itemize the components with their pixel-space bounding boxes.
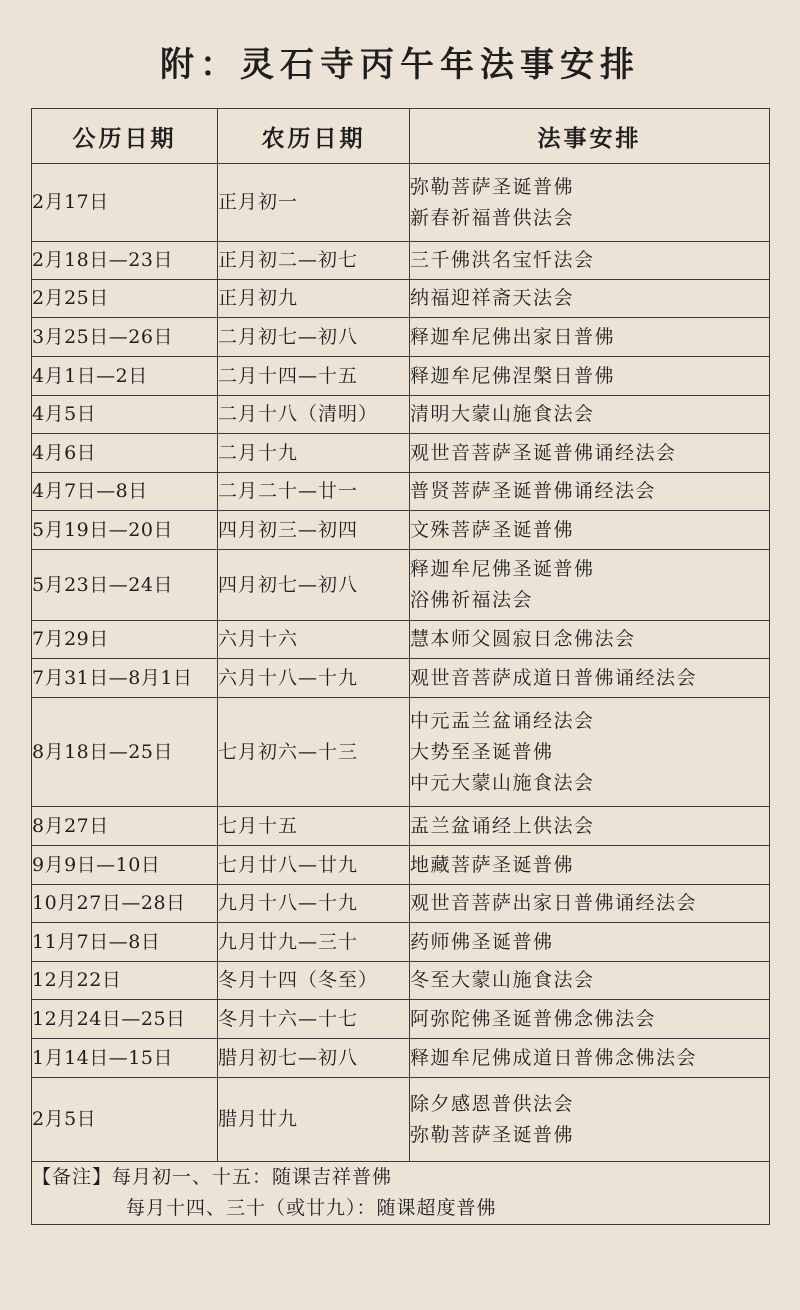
event-item: 文殊菩萨圣诞普佛 <box>410 518 575 541</box>
event-item: 除夕感恩普供法会 <box>410 1092 575 1115</box>
page-title: 附：灵石寺丙午年法事安排 <box>160 45 640 85</box>
gregorian-date-cell: 5月23日—24日 <box>32 550 218 621</box>
event-item: 释迦牟尼佛圣诞普佛 <box>410 558 595 580</box>
schedule-table <box>31 108 770 1225</box>
gregorian-date-cell: 12月24日—25日 <box>32 1000 218 1039</box>
table-row <box>32 357 770 396</box>
event-item: 清明大蒙山施食法会 <box>410 403 595 425</box>
event-item: 新春祈福普供法会 <box>410 206 575 229</box>
lunar-date-cell: 二月二十—廿一 <box>218 473 410 511</box>
event-item: 纳福迎祥斋天法会 <box>410 287 575 309</box>
table-row <box>32 396 770 434</box>
gregorian-date-cell: 4月7日—8日 <box>32 473 218 511</box>
header-lunar-date: 农历日期 <box>218 109 410 164</box>
events-cell <box>410 1078 770 1162</box>
lunar-date-cell: 七月廿八—廿九 <box>218 846 410 885</box>
events-cell <box>410 318 770 357</box>
lunar-date-cell: 九月十八—十九 <box>218 885 410 923</box>
lunar-date-cell: 二月十八（清明） <box>218 396 410 434</box>
table-row <box>32 318 770 357</box>
events-cell <box>410 511 770 550</box>
gregorian-date-cell: 8月27日 <box>32 807 218 846</box>
gregorian-date-cell: 12月22日 <box>32 962 218 1000</box>
lunar-date-cell: 腊月初七—初八 <box>218 1039 410 1078</box>
lunar-date-cell: 正月初一 <box>218 164 410 242</box>
table-row <box>32 807 770 846</box>
table-row <box>32 846 770 885</box>
table-row <box>32 962 770 1000</box>
gregorian-date-cell: 2月5日 <box>32 1078 218 1162</box>
events-cell <box>410 1039 770 1078</box>
events-cell <box>410 357 770 396</box>
event-item: 弥勒菩萨圣诞普佛 <box>410 175 575 198</box>
lunar-date-cell: 二月初七—初八 <box>218 318 410 357</box>
table-row <box>32 434 770 473</box>
event-item: 释迦牟尼佛涅槃日普佛 <box>410 364 616 387</box>
events-cell <box>410 885 770 923</box>
events-cell <box>410 280 770 318</box>
lunar-date-cell: 四月初七—初八 <box>218 550 410 621</box>
events-cell <box>410 242 770 280</box>
lunar-date-cell: 六月十八—十九 <box>218 659 410 698</box>
header-gregorian-date: 公历日期 <box>32 109 218 164</box>
gregorian-date-cell: 3月25日—26日 <box>32 318 218 357</box>
gregorian-date-cell: 11月7日—8日 <box>32 923 218 962</box>
gregorian-date-cell: 2月25日 <box>32 280 218 318</box>
event-item: 观世音菩萨圣诞普佛诵经法会 <box>410 441 677 464</box>
event-item: 慧本师父圆寂日念佛法会 <box>410 628 636 650</box>
lunar-date-cell: 冬月十六—十七 <box>218 1000 410 1039</box>
table-row <box>32 1078 770 1162</box>
table-row <box>32 280 770 318</box>
table-row <box>32 1000 770 1039</box>
event-item: 释迦牟尼佛成道日普佛念佛法会 <box>410 1046 698 1069</box>
table-row <box>32 621 770 659</box>
lunar-date-cell: 四月初三—初四 <box>218 511 410 550</box>
events-cell <box>410 807 770 846</box>
table-row <box>32 550 770 621</box>
events-cell <box>410 164 770 242</box>
event-item: 普贤菩萨圣诞普佛诵经法会 <box>410 480 657 502</box>
events-cell <box>410 1000 770 1039</box>
gregorian-date-cell: 5月19日—20日 <box>32 511 218 550</box>
table-row <box>32 242 770 280</box>
table-row <box>32 885 770 923</box>
gregorian-date-cell: 9月9日—10日 <box>32 846 218 885</box>
event-item: 浴佛祈福法会 <box>410 589 534 611</box>
event-item: 盂兰盆诵经上供法会 <box>410 814 595 837</box>
table-row <box>32 473 770 511</box>
gregorian-date-cell: 4月1日—2日 <box>32 357 218 396</box>
event-item: 冬至大蒙山施食法会 <box>410 969 595 991</box>
events-cell <box>410 621 770 659</box>
events-cell <box>410 550 770 621</box>
table-row <box>32 164 770 242</box>
table-row <box>32 659 770 698</box>
events-cell <box>410 962 770 1000</box>
lunar-date-cell: 正月初九 <box>218 280 410 318</box>
table-row <box>32 698 770 807</box>
gregorian-date-cell: 7月31日—8月1日 <box>32 659 218 698</box>
lunar-date-cell: 七月十五 <box>218 807 410 846</box>
gregorian-date-cell: 10月27日—28日 <box>32 885 218 923</box>
gregorian-date-cell: 7月29日 <box>32 621 218 659</box>
event-item: 弥勒菩萨圣诞普佛 <box>410 1123 575 1146</box>
header-events: 法事安排 <box>410 109 770 164</box>
table-row <box>32 511 770 550</box>
event-item: 阿弥陀佛圣诞普佛念佛法会 <box>410 1007 657 1030</box>
events-cell <box>410 473 770 511</box>
lunar-date-cell: 冬月十四（冬至） <box>218 962 410 1000</box>
events-cell <box>410 396 770 434</box>
events-cell <box>410 846 770 885</box>
events-cell <box>410 659 770 698</box>
event-item: 大势至圣诞普佛 <box>410 740 554 763</box>
gregorian-date-cell: 4月6日 <box>32 434 218 473</box>
event-item: 地藏菩萨圣诞普佛 <box>410 853 575 876</box>
table-header-row <box>32 109 770 164</box>
note-line-1: 【备注】每月初一、十五：随课吉祥普佛 <box>32 1166 393 1188</box>
table-row <box>32 1039 770 1078</box>
lunar-date-cell: 九月廿九—三十 <box>218 923 410 962</box>
note-row <box>32 1162 770 1225</box>
gregorian-date-cell: 4月5日 <box>32 396 218 434</box>
events-cell <box>410 434 770 473</box>
gregorian-date-cell: 2月18日—23日 <box>32 242 218 280</box>
event-item: 释迦牟尼佛出家日普佛 <box>410 325 616 348</box>
lunar-date-cell: 七月初六—十三 <box>218 698 410 807</box>
table-row <box>32 923 770 962</box>
event-item: 中元大蒙山施食法会 <box>410 771 595 794</box>
event-item: 观世音菩萨出家日普佛诵经法会 <box>410 892 698 914</box>
event-item: 观世音菩萨成道日普佛诵经法会 <box>410 666 698 689</box>
lunar-date-cell: 正月初二—初七 <box>218 242 410 280</box>
lunar-date-cell: 二月十四—十五 <box>218 357 410 396</box>
gregorian-date-cell: 8月18日—25日 <box>32 698 218 807</box>
events-cell <box>410 698 770 807</box>
event-item: 三千佛洪名宝忏法会 <box>410 249 595 271</box>
event-item: 药师佛圣诞普佛 <box>410 930 554 953</box>
events-cell <box>410 923 770 962</box>
lunar-date-cell: 腊月廿九 <box>218 1078 410 1162</box>
event-item: 中元盂兰盆诵经法会 <box>410 709 595 732</box>
schedule-body <box>32 164 770 1162</box>
note-line-2: 每月十四、三十（或廿九）：随课超度普佛 <box>126 1197 497 1219</box>
lunar-date-cell: 二月十九 <box>218 434 410 473</box>
note-cell <box>32 1162 770 1225</box>
gregorian-date-cell: 1月14日—15日 <box>32 1039 218 1078</box>
gregorian-date-cell: 2月17日 <box>32 164 218 242</box>
lunar-date-cell: 六月十六 <box>218 621 410 659</box>
